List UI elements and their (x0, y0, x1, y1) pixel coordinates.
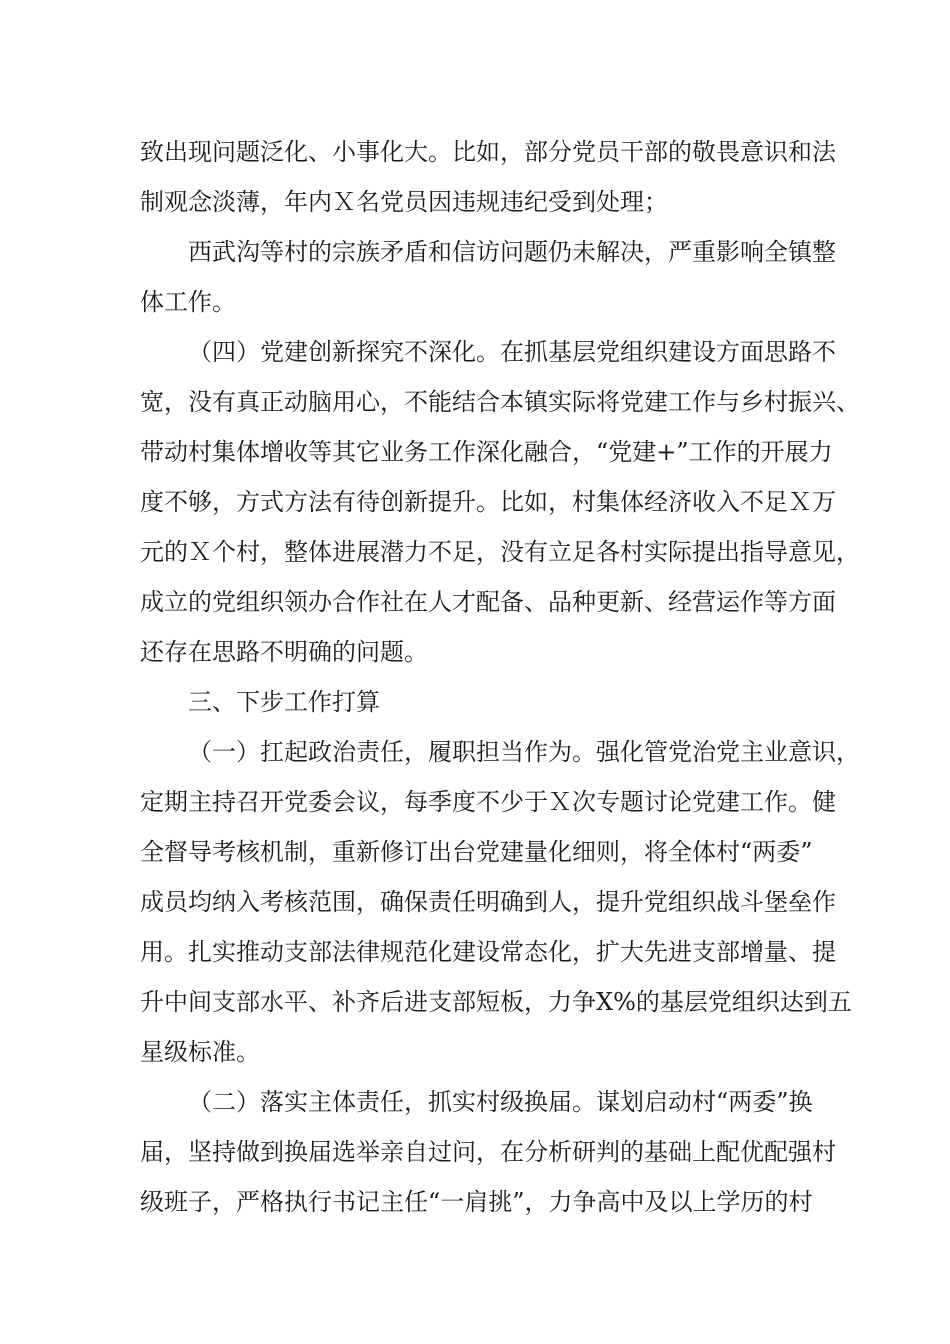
text-line: 还存在思路不明确的问题。 (140, 638, 428, 666)
paragraph-start: （一）扛起政治责任，履职担当作为。强化管党治党主业意识， (188, 738, 860, 766)
text-line: 全督导考核机制，重新修订出台党建量化细则，将全体村“两委” (140, 838, 813, 866)
text-line: 定期主持召开党委会议，每季度不少于Ｘ次专题讨论党建工作。健 (140, 788, 836, 816)
text-line: 制观念淡薄，年内Ｘ名党员因违规违纪受到处理； (140, 188, 668, 216)
text-line: 星级标准。 (140, 1038, 260, 1066)
text-line: 致出现问题泛化、小事化大。比如，部分党员干部的敬畏意识和法 (140, 138, 836, 166)
text-line: 带动村集体增收等其它业务工作深化融合，“党建+”工作的开展力 (140, 438, 833, 466)
paragraph-start: 西武沟等村的宗族矛盾和信访问题仍未解决，严重影响全镇整 (188, 238, 836, 266)
text-line: 成立的党组织领办合作社在人才配备、品种更新、经营运作等方面 (140, 588, 836, 616)
text-line: 用。扎实推动支部法律规范化建设常态化，扩大先进支部增量、提 (140, 938, 836, 966)
text-line: 度不够，方式方法有待创新提升。比如，村集体经济收入不足Ｘ万 (140, 488, 836, 516)
text-line: 元的Ｘ个村，整体进展潜力不足，没有立足各村实际提出指导意见， (140, 538, 860, 566)
text-line: 级班子，严格执行书记主任“一肩挑”，力争高中及以上学历的村 (140, 1188, 813, 1216)
paragraph-start: （二）落实主体责任，抓实村级换届。谋划启动村“两委”换 (188, 1088, 813, 1116)
text-line: 届，坚持做到换届选举亲自过问，在分析研判的基础上配优配强村 (140, 1138, 836, 1166)
paragraph-start: （四）党建创新探究不深化。在抓基层党组织建设方面思路不 (188, 338, 836, 366)
section-heading: 三、下步工作打算 (188, 688, 380, 716)
text-line: 升中间支部水平、补齐后进支部短板，力争X%的基层党组织达到五 (140, 988, 852, 1016)
text-line: 成员均纳入考核范围，确保责任明确到人，提升党组织战斗堡垒作 (140, 888, 836, 916)
text-line: 宽，没有真正动脑用心，不能结合本镇实际将党建工作与乡村振兴、 (140, 388, 860, 416)
text-line: 体工作。 (140, 288, 236, 316)
